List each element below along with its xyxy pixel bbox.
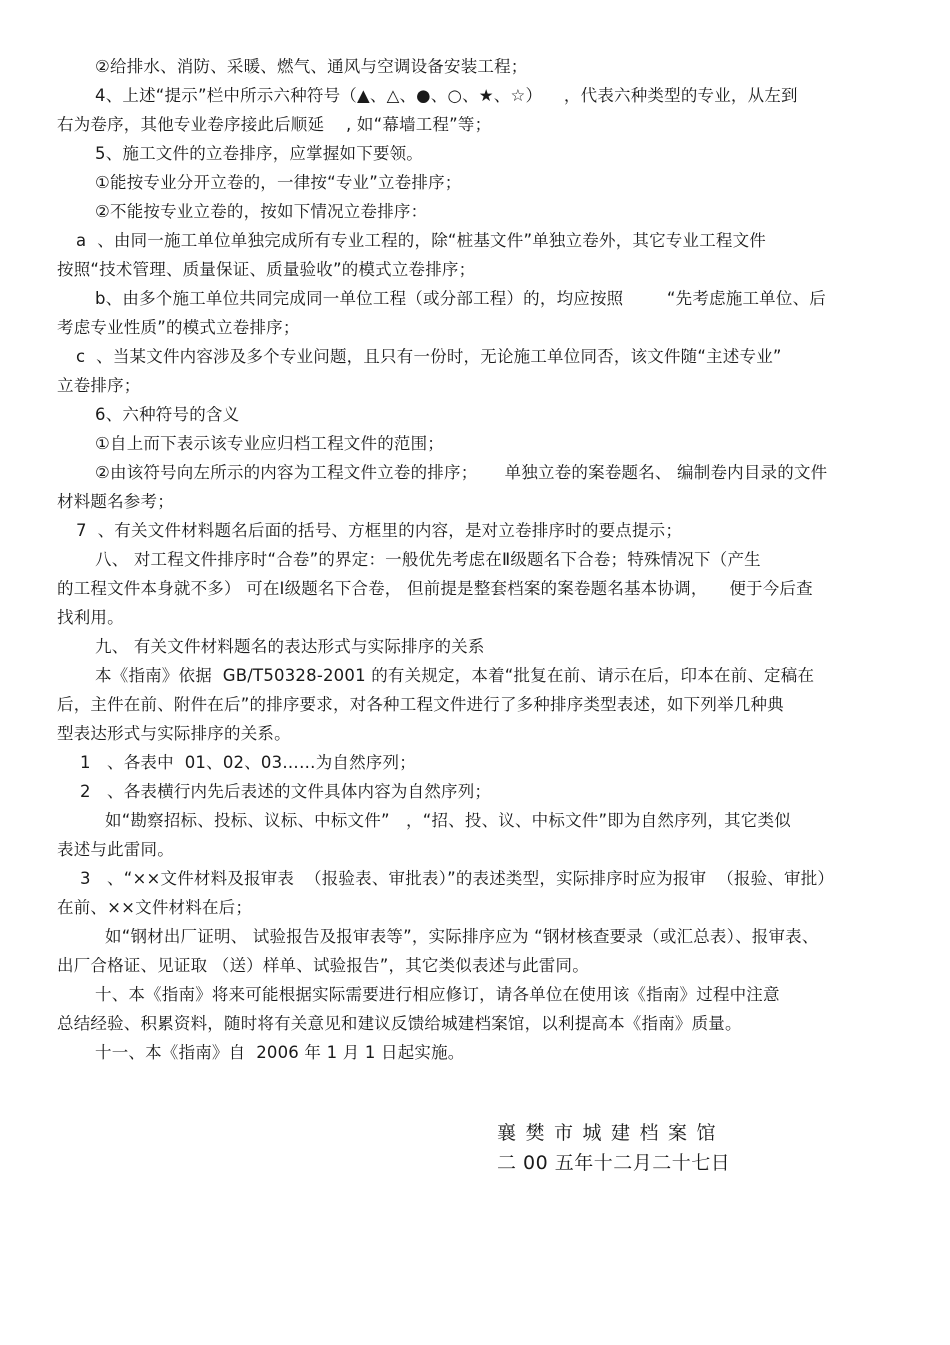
text-line: 后，主件在前、附件在后”的排序要求，对各种工程文件进行了多种排序类型表述，如下列举几种典 <box>57 695 784 714</box>
text-line: 找利用。 <box>57 608 124 627</box>
text-line: 八、 对工程文件排序时“合卷”的界定：一般优先考虑在Ⅱ级题名下合卷；特殊情况下（产生 <box>95 550 761 569</box>
text-line: 如“勘察招标、投标、议标、中标文件” ，“招、投、议、中标文件”即为自然序列，其它类似 <box>105 811 791 830</box>
text-line: 出厂合格证、见证取 （送）样单、试验报告”，其它类似表述与此雷同。 <box>57 956 589 975</box>
text-line: 如“钢材出厂证明、 试验报告及报审表等”，实际排序应为 “钢材核查要录（或汇总表）、报审表、 <box>105 927 819 946</box>
text-line: c 、当某文件内容涉及多个专业问题，且只有一份时，无论施工单位同否，该文件随“主述专业” <box>76 347 782 366</box>
text-line: 按照“技术管理、质量保证、质量验收”的模式立卷排序； <box>57 260 476 279</box>
text-line: a 、由同一施工单位单独完成所有专业工程的，除“桩基文件”单独立卷外，其它专业工程文件 <box>76 231 766 250</box>
text-line: 在前、××文件材料在后； <box>57 898 253 917</box>
text-line: 6、六种符号的含义 <box>95 405 240 424</box>
text-line: 材料题名参考； <box>57 492 174 511</box>
text-line: 立卷排序； <box>57 376 141 395</box>
text-line: 表述与此雷同。 <box>57 840 174 859</box>
text-line: 7 、有关文件材料题名后面的括号、方框里的内容，是对立卷排序时的要点提示； <box>76 521 683 540</box>
text-line: b、由多个施工单位共同完成同一单位工程（或分部工程）的，均应按照 “先考虑施工单位、后 <box>95 289 826 308</box>
text-line: 十、本《指南》将来可能根据实际需要进行相应修订，请各单位在使用该《指南》过程中注意 <box>95 985 780 1004</box>
text-line: ①能按专业分开立卷的，一律按“专业”立卷排序； <box>95 173 462 192</box>
text-line: 本《指南》依据 GB/T50328-2001 的有关规定，本着“批复在前、请示在后，印本在前、定稿在 <box>95 666 815 685</box>
text-line: 3 、“××文件材料及报审表 （报验表、审批表）”的表述类型，实际排序时应为报审 （报验、审批） <box>80 869 835 888</box>
text-line: 总结经验、积累资料，随时将有关意见和建议反馈给城建档案馆，以利提高本《指南》质量。 <box>57 1014 742 1033</box>
text-line: ②不能按专业立卷的，按如下情况立卷排序： <box>95 202 428 221</box>
text-line: ①自上而下表示该专业应归档工程文件的范围； <box>95 434 444 453</box>
signature-date: 二 00 五年十二月二十七日 <box>497 1152 731 1174</box>
text-line: ②由该符号向左所示的内容为工程文件立卷的排序； 单独立卷的案卷题名、 编制卷内目录的文件 <box>95 463 828 482</box>
text-line: 的工程文件本身就不多） 可在Ⅰ级题名下合卷， 但前提是整套档案的案卷题名基本协调， 便于今后查 <box>57 579 813 598</box>
text-line: 考虑专业性质”的模式立卷排序； <box>57 318 300 337</box>
text-line: 1 、各表中 01、02、03……为自然序列； <box>80 753 416 772</box>
text-line: ②给排水、消防、采暖、燃气、通风与空调设备安装工程； <box>95 57 528 76</box>
text-line: 型表达形式与实际排序的关系。 <box>57 724 291 743</box>
text-line: 4、上述“提示”栏中所示六种符号（▲、△、●、○、★、☆） ，代表六种类型的专业，从左到 <box>95 86 798 105</box>
text-line: 2 、各表横行内先后表述的文件具体内容为自然序列； <box>80 782 492 801</box>
text-line: 右为卷序，其他专业卷序接此后顺延 , 如“幕墙工程”等； <box>57 115 492 134</box>
text-line: 十一、本《指南》自 2006 年 1 月 1 日起实施。 <box>95 1043 465 1062</box>
text-line: 5、施工文件的立卷排序，应掌握如下要领。 <box>95 144 423 163</box>
signature-organization: 襄樊市城建档案馆 <box>497 1122 726 1144</box>
text-line: 九、 有关文件材料题名的表达形式与实际排序的关系 <box>95 637 485 656</box>
